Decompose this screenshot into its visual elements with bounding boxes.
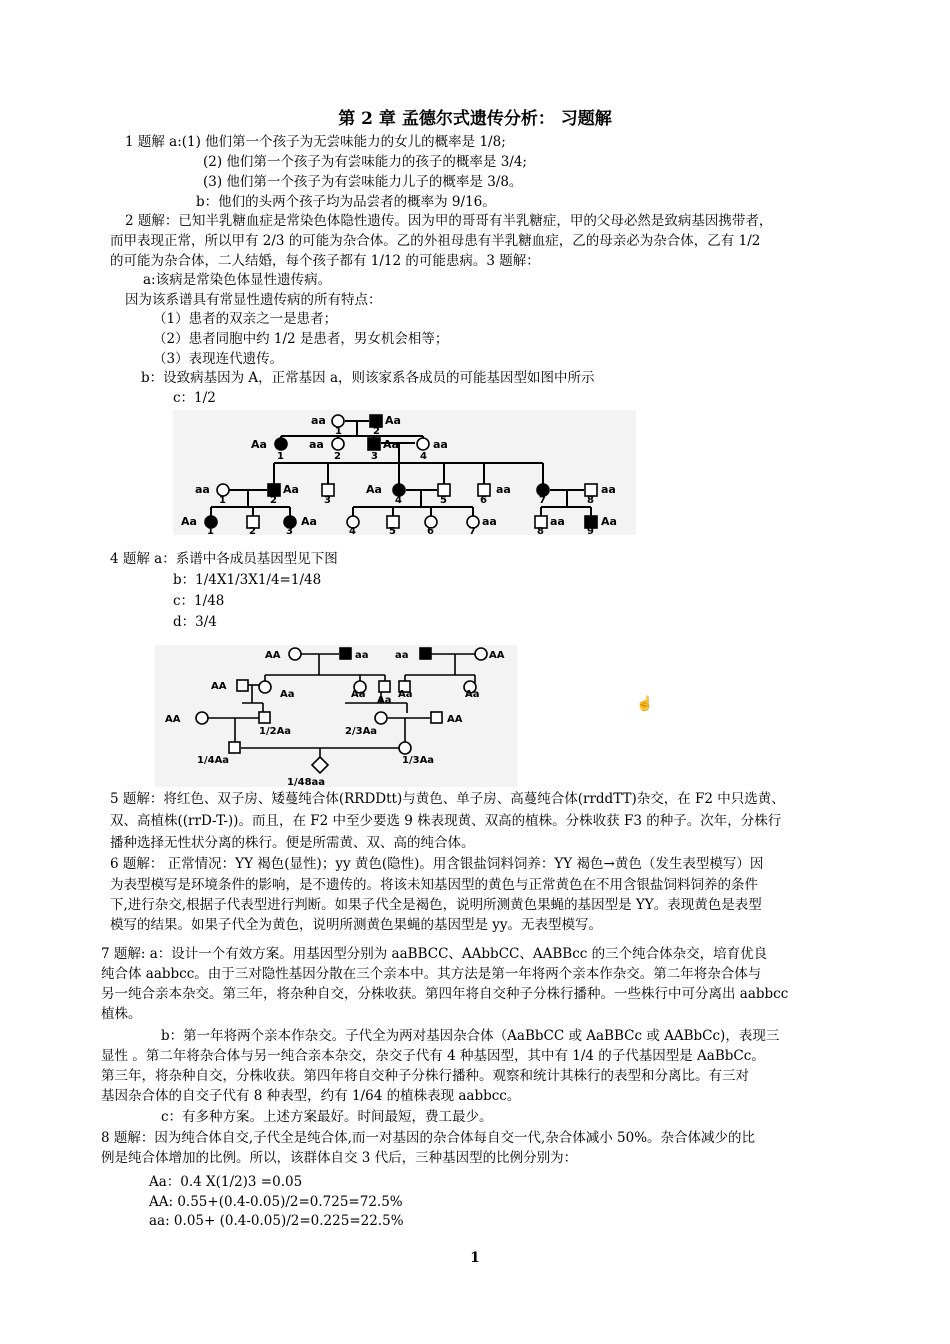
text-line: b：他们的头两个孩子均为品尝者的概率为 9/16。 — [196, 194, 496, 210]
pedigree-label: Aa — [351, 689, 366, 700]
text-line: (3) 他们第一个孩子为有尝味能力儿子的概率是 3/8。 — [203, 174, 523, 190]
text-line: （3）表现连代遗传。 — [153, 351, 284, 367]
page-number: 1 — [470, 1250, 480, 1266]
pedigree-label: Aa — [398, 689, 413, 700]
pedigree-label: aa — [195, 483, 210, 496]
pedigree-label: Aa — [251, 438, 267, 451]
text-line: 显性 。第二年将杂合体与另一纯合亲本杂交，杂交子代有 4 种基因型，其中有 1/4 的子代基因型是 AaBbCc。 — [101, 1048, 765, 1064]
pedigree-label: AA — [211, 681, 227, 692]
text-line: c：有多种方案。上述方案最好。时间最短，费工最少。 — [161, 1109, 493, 1125]
text-line: 7 题解: a：设计一个有效方案。用基因型分别为 aaBBCC、AAbbCC、AABBcc 的三个纯合体杂交，培育优良 — [101, 946, 768, 962]
pedigree-label: aa — [433, 438, 448, 451]
text-line: 而甲表现正常，所以甲有 2/3 的可能为杂合体。乙的外祖母患有半乳糖血症，乙的母亲必为杂合体，乙有 1/2 — [110, 233, 761, 249]
pedigree-label: AA — [265, 650, 281, 661]
pedigree-label: Aa — [465, 689, 480, 700]
text-line: 8 题解：因为纯合体自交,子代全是纯合体,而一对基因的杂合体每自交一代,杂合体减小 50%。杂合体减少的比 — [101, 1130, 756, 1146]
text-line: aa: 0.05+ (0.4-0.05)/2=0.225=22.5% — [149, 1213, 404, 1229]
pedigree-label: 2 — [373, 426, 380, 437]
text-line: 另一纯合亲本杂交。第三年，将杂种自交，分株收获。第四年将自交种子分株行播种。一些株行中可分离出 aabbcc — [101, 986, 789, 1002]
pedigree-label: 1/48aa — [287, 777, 326, 787]
pedigree-label: 5 — [389, 526, 396, 535]
pedigree-label: Aa — [366, 483, 382, 496]
pedigree-label: Aa — [377, 695, 392, 706]
text-line: 模写的结果。如果子代全为黄色，说明所测黄色果蝇的基因型是 yy。无表型模写。 — [110, 917, 603, 933]
pedigree-label: 8 — [587, 495, 594, 506]
pedigree-label: 1 — [207, 526, 214, 535]
text-line: 基因杂合体的自交子代有 8 种表型，约有 1/64 的植株表现 aabbcc。 — [101, 1088, 521, 1104]
text-line: d：3/4 — [173, 614, 217, 630]
pedigree-label: 5 — [440, 495, 447, 506]
text-line: 植株。 — [101, 1006, 142, 1022]
pedigree-label: 4 — [420, 451, 427, 462]
pedigree-label: 7 — [539, 495, 546, 506]
pedigree-label: 7 — [469, 526, 476, 535]
pedigree-label: 1 — [219, 495, 226, 506]
text-line: 2 题解：已知半乳糖血症是常染色体隐性遗传。因为甲的哥哥有半乳糖症，甲的父母必然是致病基因携带者， — [125, 213, 773, 229]
text-line: b：设致病基因为 A，正常基因 a，则该家系各成员的可能基因型如图中所示 — [141, 370, 595, 386]
text-line: （1）患者的双亲之一是患者； — [153, 311, 338, 327]
pedigree-label: 4 — [349, 526, 356, 535]
pedigree-label: aa — [355, 650, 369, 661]
text-line: b：第一年将两个亲本作杂交。子代全为两对基因杂合体（AaBbCC 或 AaBBCc 或 AABbCc)，表现三 — [161, 1028, 780, 1044]
text-line: 纯合体 aabbcc。由于三对隐性基因分散在三个亲本中。其方法是第一年将两个亲本作杂交。第二年将杂合体与 — [101, 966, 762, 982]
pedigree-label: 3 — [324, 495, 331, 506]
text-line: 1 题解 a:(1) 他们第一个孩子为无尝味能力的女儿的概率是 1/8; — [125, 134, 506, 150]
pedigree-label: AA — [165, 714, 181, 725]
pedigree-label: 1/3Aa — [402, 755, 435, 766]
pedigree-label: 1/4Aa — [197, 755, 230, 766]
pedigree-label: 6 — [480, 495, 487, 506]
text-line: 下,进行杂交,根据子代表型进行判断。如果子代全是褐色，说明所测黄色果蝇的基因型是 YY。表现黄色是表型 — [110, 897, 762, 913]
text-line: 4 题解 a：系谱中各成员基因型见下图 — [110, 551, 338, 567]
pedigree-label: aa — [395, 650, 409, 661]
pedigree-label: aa — [482, 515, 497, 528]
text-line: 6 题解： 正常情况：YY 褐色(显性)；yy 黄色(隐性)。用含银盐饲料饲养：YY 褐色→黄色（发生表型模写）因 — [110, 856, 764, 872]
pedigree-label: Aa — [280, 689, 295, 700]
pedigree-label: 1 — [335, 426, 342, 437]
pedigree-label: 2 — [334, 451, 341, 462]
pedigree-label: aa — [309, 438, 324, 451]
pedigree-label: Aa — [301, 515, 317, 528]
pedigree-label: 4 — [395, 495, 402, 506]
pedigree-label: aa — [550, 515, 565, 528]
pedigree-label: Aa — [601, 515, 617, 528]
text-line: 播种选择无性状分离的株行。便是所需黄、双、高的纯合体。 — [110, 835, 475, 851]
pedigree-label: 9 — [587, 526, 594, 535]
text-line: 双、高植株((rrD-T-))。而且，在 F2 中至少要选 9 株表现黄、双高的植株。分株收获 F3 的种子。次年，分株行 — [110, 813, 782, 829]
text-line: 例是纯合体增加的比例。所以，该群体自交 3 代后，三种基因型的比例分别为： — [101, 1150, 578, 1166]
text-line: 5 题解：将红色、双子房、矮蔓纯合体(RRDDtt)与黄色、单子房、高蔓纯合体(rrddTT)杂交，在 F2 中只选黄、 — [110, 791, 785, 807]
pedigree-label: 1 — [277, 451, 284, 462]
pedigree-label: 2 — [249, 526, 256, 535]
pedigree-label: Aa — [283, 483, 299, 496]
pedigree-diagram-2 — [155, 645, 517, 787]
text-line: 的可能为杂合体，二人结婚，每个孩子都有 1/12 的可能患病。3 题解： — [110, 253, 540, 269]
pedigree-label: 6 — [427, 526, 434, 535]
pedigree-label: AA — [447, 714, 463, 725]
text-line: c：1/2 — [173, 390, 216, 406]
text-line: AA: 0.55+(0.4-0.05)/2=0.725=72.5% — [149, 1194, 403, 1210]
pedigree-label: 1/2Aa — [259, 726, 292, 737]
text-line: b：1/4X1/3X1/4=1/48 — [173, 572, 322, 588]
pedigree-label: 3 — [286, 526, 293, 535]
pedigree-label: Aa — [181, 515, 197, 528]
text-line: （2）患者同胞中约 1/2 是患者，男女机会相等； — [153, 331, 449, 347]
text-line: c：1/48 — [173, 593, 225, 609]
pedigree-label: aa — [496, 483, 511, 496]
pedigree-label: Aa — [383, 438, 399, 451]
text-line: 第三年，将杂种自交，分株收获。第四年将自交种子分株行播种。观察和统计其株行的表型和分离比。有三对 — [101, 1068, 749, 1084]
pedigree-label: AA — [489, 650, 505, 661]
text-line: (2) 他们第一个孩子为有尝味能力的孩子的概率是 3/4; — [203, 154, 527, 170]
text-line: Aa：0.4 X(1/2)3 =0.05 — [149, 1174, 303, 1190]
pedigree-diagram-1 — [173, 410, 636, 535]
text-line: 因为该系谱具有常显性遗传病的所有特点： — [125, 292, 382, 308]
text-line: 为表型模写是环境条件的影响，是不遗传的。将该未知基因型的黄色与正常黄色在不用含银盐饲料饲养的条件 — [110, 877, 758, 893]
pedigree-label: Aa — [385, 414, 401, 427]
text-line: a:该病是常染色体显性遗传病。 — [143, 272, 332, 288]
pedigree-label: 2 — [270, 495, 277, 506]
hand-cursor-icon: ☝ — [636, 696, 654, 712]
pedigree-label: aa — [601, 483, 616, 496]
page-title: 第 2 章 孟德尔式遗传分析： 习题解 — [338, 109, 612, 129]
pedigree-label: 8 — [537, 526, 544, 535]
pedigree-label: 3 — [371, 451, 378, 462]
pedigree-label: 2/3Aa — [345, 726, 378, 737]
pedigree-label: aa — [311, 414, 326, 427]
